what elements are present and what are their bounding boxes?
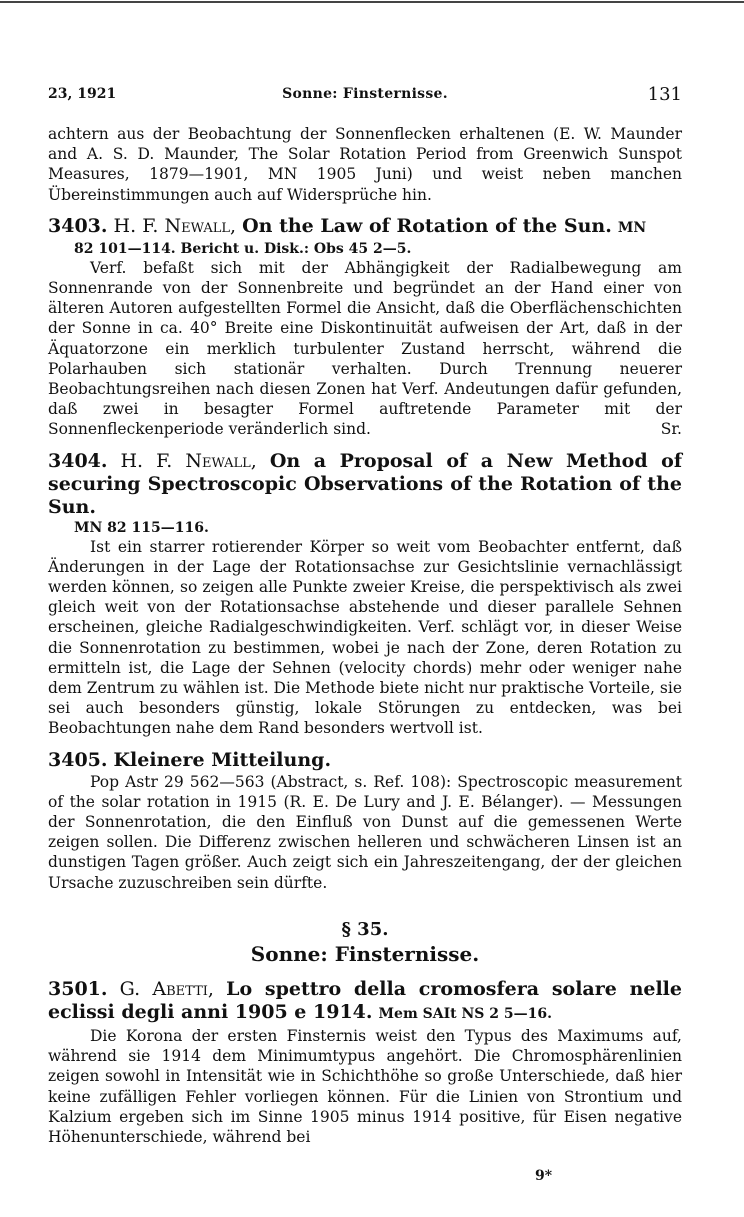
intro-paragraph: achtern aus der Beobachtung der Sonnenflecken erhaltenen (E. W. Maunder and A. S. D. Maunder, The Solar Rotation Period from Greenwich Sunspot Measures, 1879—1901, MN 1905 Juni) und weist neben manchen Übereinstimmungen auch auf Widersprüche hin.	[48, 125, 682, 204]
author-name: Newall,	[164, 214, 237, 237]
entry-title: On the Law of Rotation of the Sun.	[242, 214, 612, 237]
entry-title: On a Proposal of a New Method of securing Spectroscopic Observations of the Rotation of the Sun.	[48, 449, 683, 518]
entry-reference: 82 101—114. Bericht u. Disk.: Obs 45 2—5.	[74, 240, 412, 257]
entry-title: Kleinere Mitteilung.	[113, 748, 332, 771]
entry-number: 3501.	[48, 977, 108, 1000]
signature-mark: 9*	[535, 1168, 553, 1184]
entry-body: Verf. befaßt sich mit der Abhängigkeit der Radialbewegung am Sonnenrande von der Sonnenbreite und begründet an der Hand einer von älteren Autoren aufgestellten Formel die Ansicht, daß die Oberflächenschichten der Sonne in ca. 40° Breite eine Diskontinuität aufweisen der Art, daß in der Äquatorzone ein merklich turbulenter Zustand herrscht, während die Polarhauben sich stationär verhalten. Durch Trennung neuerer Beobachtungsreihen nach diesen Zonen hat Verf. Andeutungen dafür gefunden, daß zwei in besagter Formel auftretende Parameter mit der Sonnenfleckenperiode veränderlich sind.	[48, 258, 682, 439]
reviewer-signature: Sr.	[660, 420, 682, 439]
header-left: 23, 1921	[48, 86, 117, 102]
body-text	[48, 124, 682, 1147]
section-title: Sonne: Finsternisse.	[250, 941, 480, 966]
top-rule	[0, 1, 744, 3]
running-head	[48, 86, 682, 108]
entry-3501-body: Die Korona der ersten Finsternis weist den Typus des Maximums auf, während sie 1914 dem Minimumtypus angehört. Die Chromosphärenlinien zeigen sowohl in Intensität wie in Schichthöhe so große Unterschiede, daß hier keine zufälligen Fehler vorliegen können. Für die Linien von Strontium und Kalzium ergeben sich im Sinne 1905 minus 1914 positive, für Eisen negative Höhenunterschiede, während bei	[48, 1026, 682, 1146]
entry-title: Lo spettro della cromosfera solare nelle eclissi degli anni 1905 e 1914.	[48, 977, 682, 1023]
author-name: Abetti,	[152, 977, 214, 1000]
entry-reference: MN 82 115—116.	[74, 519, 209, 536]
entry-number: 3404.	[48, 449, 108, 472]
entry-source: Mem SAIt NS 2 5—16.	[378, 1005, 552, 1022]
author-initials: H. F.	[113, 214, 159, 237]
entry-3405-body: Pop Astr 29 562—563 (Abstract, s. Ref. 108): Spectroscopic measurement of the solar rotation in 1915 (R. E. De Lury and J. E. Bélanger). — Messungen der Sonnenrotation, die den Einfluß von Dunst auf die gemessenen Werte zeigen sollen. Die Differenz zwischen helleren und schwächeren Linsen ist an dunstigen Tagen größer. Auch zeigt sich ein Jahreszeitengang, der der gleichen Ursache zuzuschreiben sein dürfte.	[48, 772, 682, 892]
entry-number: 3403.	[48, 214, 108, 237]
author-name: Newall,	[185, 449, 257, 472]
author-initials: H. F.	[120, 449, 173, 472]
entry-3404-head	[48, 450, 682, 519]
entry-3405-head	[48, 749, 682, 772]
entry-number: 3405.	[48, 748, 108, 771]
entry-3501-head	[48, 978, 682, 1026]
header-center: Sonne: Finsternisse.	[282, 86, 448, 102]
section-number: § 35.	[341, 918, 389, 940]
entry-source: MN	[617, 219, 647, 236]
page-number: 131	[647, 84, 682, 105]
entry-3403-body	[48, 258, 682, 440]
entry-3403-head	[48, 215, 682, 240]
author-initials: G.	[119, 977, 141, 1000]
entry-3404-body: Ist ein starrer rotierender Körper so weit vom Beobachter entfernt, daß Änderungen in der Lage der Rotationsachse zur Gesichtslinie vernachlässigt werden können, so zeigen alle Punkte zweier Kreise, die perspektivisch als zwei gleich weit von der Rotationsachse abstehende und dieser parallele Sehnen erscheinen, gleiche Radialgeschwindigkeiten. Verf. schlägt vor, in dieser Weise die Sonnenrotation zu bestimmen, wobei je nach der Zone, deren Rotation zu ermitteln ist, die Lage der Sehnen (velocity chords) mehr oder weniger nahe dem Zentrum zu wählen ist. Die Methode biete nicht nur praktische Vorteile, sie sei auch besonders günstig, lokale Störungen zu entdecken, was bei Beobachtungen nahe dem Rand besonders wertvoll ist.	[48, 537, 682, 738]
